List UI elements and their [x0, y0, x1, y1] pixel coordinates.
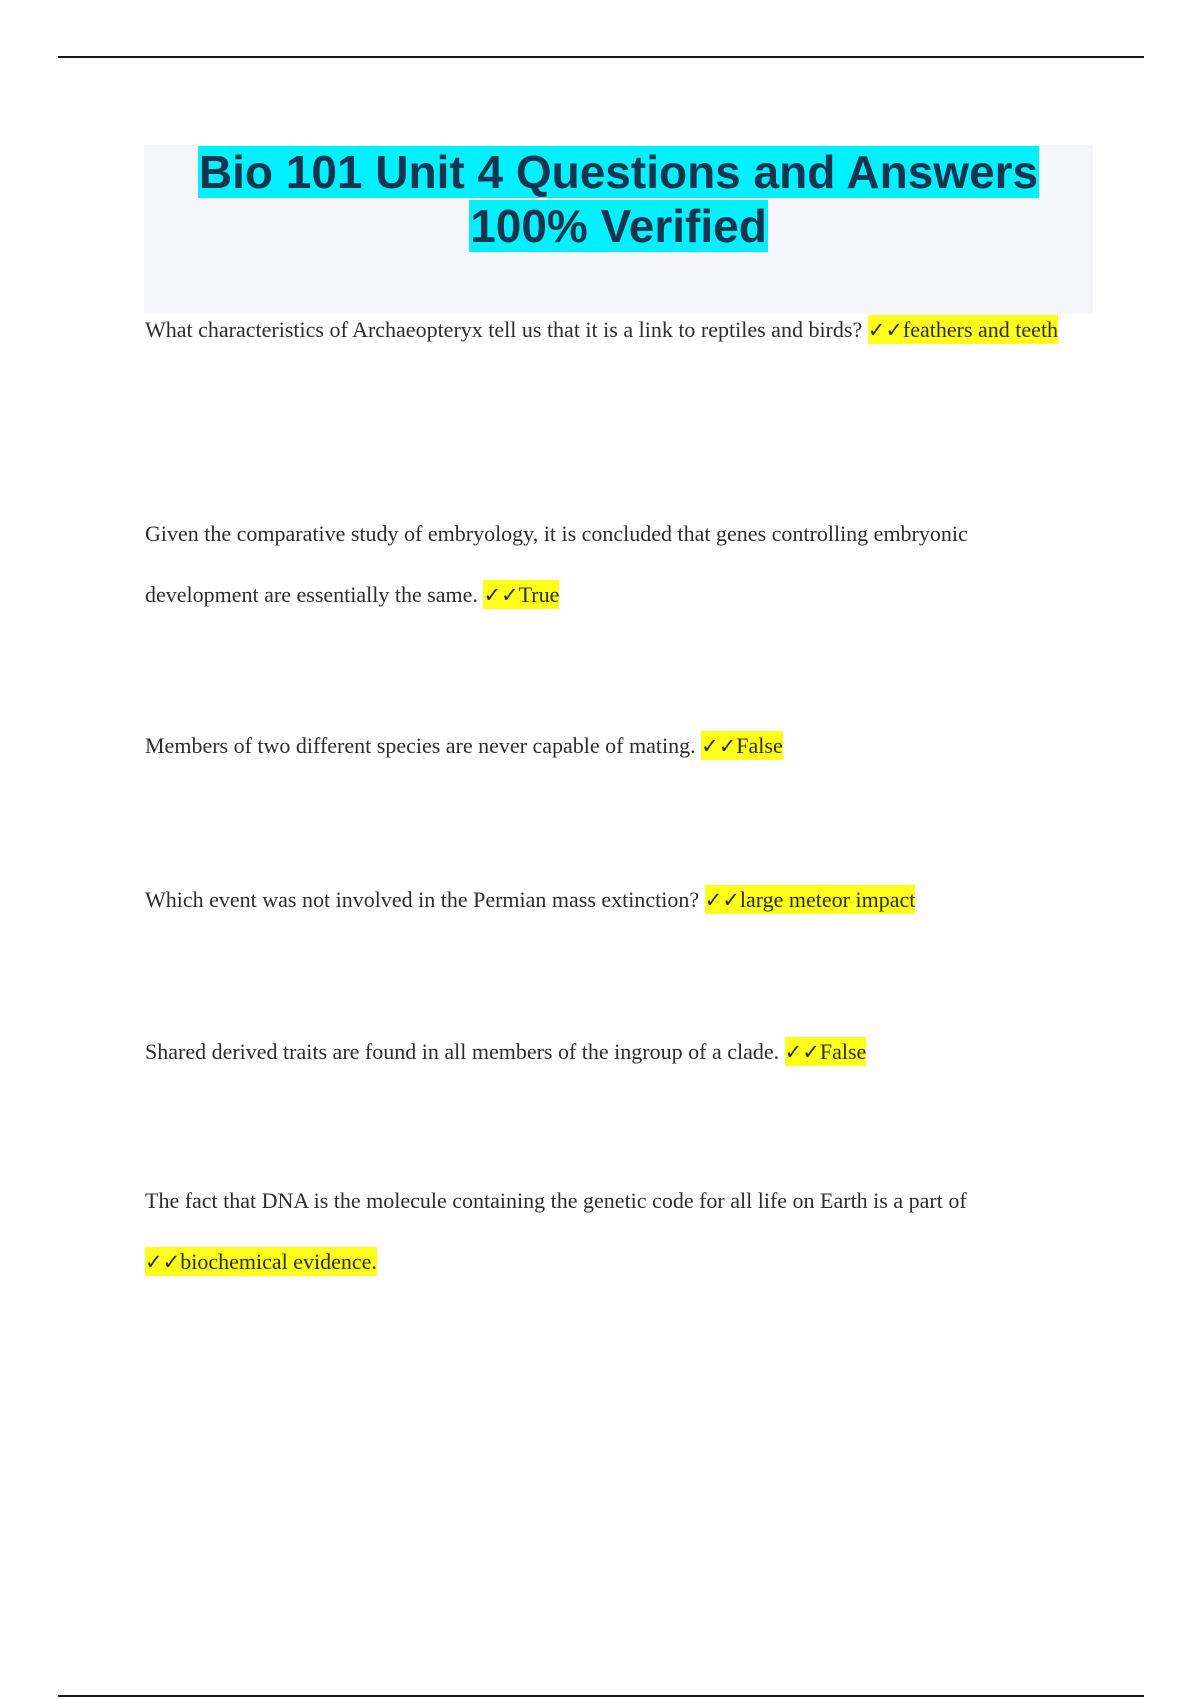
- title-line-1: Bio 101 Unit 4 Questions and Answers: [198, 146, 1039, 198]
- check-mark-icon: ✓✓: [701, 734, 737, 758]
- qa-item-4: [145, 869, 1075, 931]
- qa-item-3: [145, 715, 1075, 777]
- check-mark-icon: ✓✓: [145, 1250, 181, 1274]
- answer-highlight: [145, 1247, 377, 1276]
- qa-item-2: [145, 503, 1075, 626]
- title-line-2: 100% Verified: [470, 200, 767, 252]
- answer-text: False: [819, 1039, 867, 1064]
- answer-highlight: [868, 315, 1058, 344]
- answer-highlight: [785, 1037, 867, 1066]
- document-title: [198, 145, 1039, 253]
- answer-highlight: [701, 731, 783, 760]
- check-mark-icon: ✓✓: [704, 888, 740, 912]
- question-text: Given the comparative study of embryology, it is concluded that genes controlling embryonic development are essentially the same.: [145, 521, 968, 607]
- bottom-rule: [58, 1695, 1144, 1697]
- title-banner: [144, 145, 1093, 314]
- qa-item-6: [145, 1170, 1075, 1293]
- top-rule: [58, 56, 1144, 58]
- question-text: What characteristics of Archaeopteryx tell us that it is a link to reptiles and birds?: [145, 317, 863, 342]
- answer-highlight: [705, 885, 916, 914]
- qa-item-5: [145, 1021, 1075, 1083]
- answer-text: True: [518, 582, 560, 607]
- answer-highlight: [483, 580, 559, 609]
- question-text: The fact that DNA is the molecule containing the genetic code for all life on Earth is a part of: [145, 1188, 967, 1213]
- question-text: Shared derived traits are found in all members of the ingroup of a clade.: [145, 1039, 780, 1064]
- answer-text: feathers and teeth: [902, 317, 1059, 342]
- qa-item-1: [145, 299, 1075, 361]
- answer-text: large meteor impact: [739, 887, 916, 912]
- check-mark-icon: ✓✓: [867, 318, 903, 342]
- check-mark-icon: ✓✓: [784, 1040, 820, 1064]
- question-text: Which event was not involved in the Permian mass extinction?: [145, 887, 700, 912]
- answer-text: False: [736, 733, 783, 758]
- check-mark-icon: ✓✓: [483, 583, 519, 607]
- answer-text: biochemical evidence.: [180, 1249, 377, 1274]
- question-text: Members of two different species are never capable of mating.: [145, 733, 696, 758]
